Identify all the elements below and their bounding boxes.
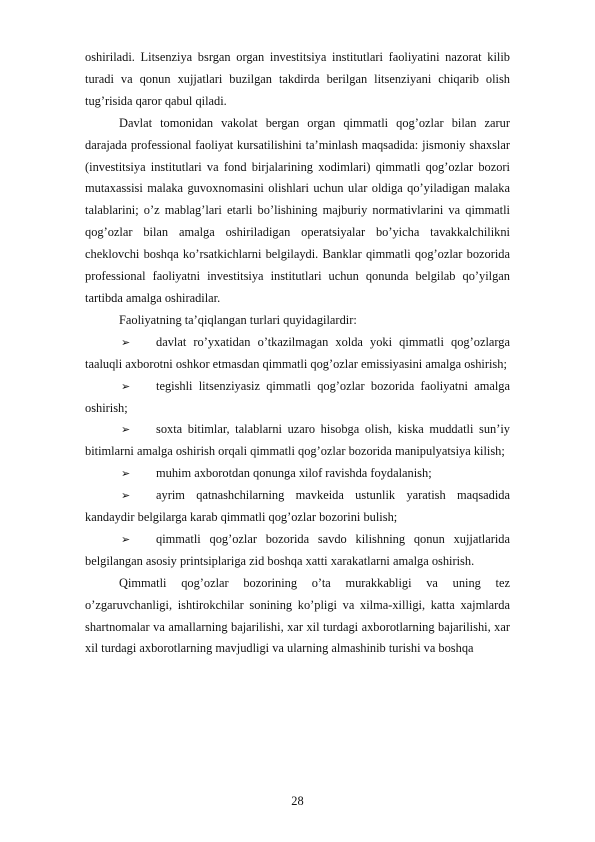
paragraph: oshiriladi. Litsenziya bsrgan organ investitsiya institutlari faoliyatini nazorat kilib turadi va qonun xujjatlari buzilgan takdirda berilgan litsenziyani chiqarib olish tug’risida qaror qabul qiladi. <box>85 50 510 108</box>
arrow-bullet-icon: ➢ <box>121 489 131 503</box>
bullet-item <box>85 463 510 485</box>
paragraph: Qimmatli qog’ozlar bozorining o’ta murakkabligi va uning tez o’zgaruvchanligi, ishtirokchilar sonining ko’pligi va xilma-xilligi, katta xajmlarda shartnomalar va amallarning bajarilishi, xar xil turdagi axborotlarning bajarilishi, xar xil turdagi axborotlarning mavjudligi va ularning almashinib turishi va boshqa <box>85 575 510 656</box>
arrow-bullet-icon: ➢ <box>121 379 131 393</box>
page-number: 28 <box>291 794 304 808</box>
bullet-text: soxta bitimlar, talablarni uzaro hisobga olish, kiska muddatli sun’iy bitimlarni amalga oshirish orqali qimmatli qog’ozlar bozorida manipulyatsiya kilish; <box>85 422 510 459</box>
document-page <box>85 47 510 660</box>
paragraph: Faoliyatning ta’qiqlangan turlari quyidagilardir: <box>119 312 357 327</box>
bullet-item <box>85 376 510 420</box>
paragraph: Davlat tomonidan vakolat bergan organ qimmatli qog’ozlar bilan zarur darajada professional faoliyat kursatilishini ta’minlash maqsadida: jismoniy shaxslar (investitsiya institutlari va fond birjalarining xodimlari) qimmatli qog’ozlar bozori mutaxassisi malaka guvoxnomasini olishlari uchun ular oldiga qo’yiladigan malaka talablarini; o’z mablag’lari etarli bo’lishining majburiy normativlarini va qimmatli qog’ozlar bilan amalga oshiriladigan operatsiyalar bo’yicha tavakkalchilikni cheklovchi boshqa ko’rsatkichlarni belgilaydi. Banklar qimmatli qog’ozlar bozorida professional faoliyatni investitsiya institutlari uchun qonunda belgilab qo’yilgan tartibda amalga oshiradilar. <box>85 115 510 305</box>
bullet-text: davlat ro’yxatidan o’tkazilmagan xolda yoki qimmatli qog’ozlarga taaluqli axborotni oshkor etmasdan qimmatli qog’ozlar emissiyasini amalga oshirish; <box>85 334 510 371</box>
bullet-text: ayrim qatnashchilarning mavkeida ustunlik yaratish maqsadida kandaydir belgilarga karab qimmatli qog’ozlar bozorini bulish; <box>85 488 510 525</box>
bullet-text: tegishli litsenziyasiz qimmatli qog’ozlar bozorida faoliyatni amalga oshirish; <box>85 378 510 415</box>
bullet-item <box>85 485 510 529</box>
arrow-bullet-icon: ➢ <box>121 335 131 349</box>
bullet-item <box>85 419 510 463</box>
bullet-item <box>85 529 510 573</box>
bullet-text: qimmatli qog’ozlar bozorida savdo kilishning qonun xujjatlarida belgilangan asosiy printsiplariga zid boshqa xatti xarakatlarni amalga oshirish. <box>85 531 510 568</box>
arrow-bullet-icon: ➢ <box>121 467 131 481</box>
bullet-item <box>85 332 510 376</box>
arrow-bullet-icon: ➢ <box>121 423 131 437</box>
arrow-bullet-icon: ➢ <box>121 532 131 546</box>
bullet-text: muhim axborotdan qonunga xilof ravishda foydalanish; <box>156 466 432 481</box>
